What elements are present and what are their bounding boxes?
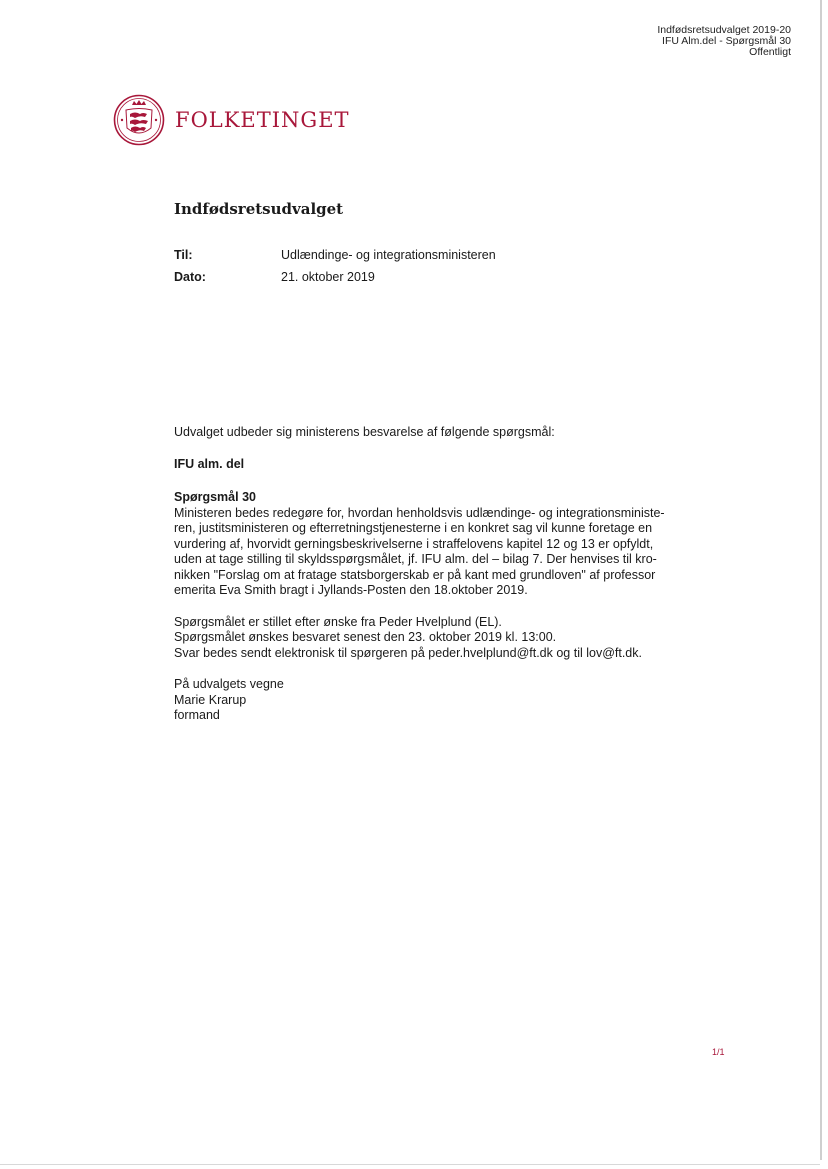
page-number: 1/1 [712, 1047, 725, 1057]
question-line: uden at tage stilling til skyldsspørgsmålet, jf. IFU alm. del – bilag 7. Der henvises til kro- [174, 552, 657, 566]
logo-wordmark: FOLKETINGET [175, 108, 350, 132]
intro-text: Udvalget udbeder sig ministerens besvarelse af følgende spørgsmål: [174, 425, 555, 439]
reference-line-committee: Indfødsretsudvalget 2019-20 [657, 24, 791, 36]
question-line: Ministeren bedes redegøre for, hvordan henholdsvis udlændinge- og integrationsministe- [174, 505, 665, 520]
date-label: Dato: [174, 270, 206, 284]
question-title: Spørgsmål 30 [174, 490, 256, 504]
question-info [174, 615, 664, 662]
date-value: 21. oktober 2019 [281, 270, 375, 284]
question-text [174, 506, 664, 599]
case-reference: IFU alm. del [174, 456, 245, 471]
reply-instructions-text: Svar bedes sendt elektronisk til spørgeren på peder.hvelplund@ft.dk og til lov@ft.dk. [174, 645, 642, 660]
recipient-value: Udlændinge- og integrationsministeren [281, 248, 496, 262]
signature-on-behalf: På udvalgets vegne [174, 677, 284, 691]
question-line: vurdering af, hvorvidt gerningsbeskrivelserne i straffelovens kapitel 12 og 13 er opfyldt, [174, 536, 654, 551]
reference-line-question: IFU Alm.del - Spørgsmål 30 [662, 35, 791, 47]
page-edge-right [820, 0, 822, 1160]
signature-role: formand [174, 708, 220, 722]
signature-block [174, 677, 664, 724]
committee-heading: Indfødsretsudvalget [174, 200, 344, 218]
question-line: emerita Eva Smith bragt i Jyllands-Posten den 18.oktober 2019. [174, 583, 528, 597]
royal-crest-seal-icon [113, 94, 165, 146]
question-line: nikken "Forslag om at fratage statsborgerskab er på kant med grundloven" af professor [174, 567, 656, 582]
deadline-text: Spørgsmålet ønskes besvaret senest den 23. oktober 2019 kl. 13:00. [174, 630, 557, 644]
signature-name: Marie Krarup [174, 692, 247, 707]
folketinget-logo [113, 94, 350, 146]
letter-body [174, 425, 664, 724]
document-reference [657, 25, 791, 58]
recipient-label: Til: [174, 248, 193, 262]
asked-by-text: Spørgsmålet er stillet efter ønske fra Peder Hvelplund (EL). [174, 614, 502, 629]
page-edge-bottom [0, 1164, 820, 1165]
reference-line-status: Offentligt [749, 46, 791, 58]
question-line: ren, justitsministeren og efterretningstjenesterne i en konkret sag vil kunne foretage en [174, 521, 653, 535]
